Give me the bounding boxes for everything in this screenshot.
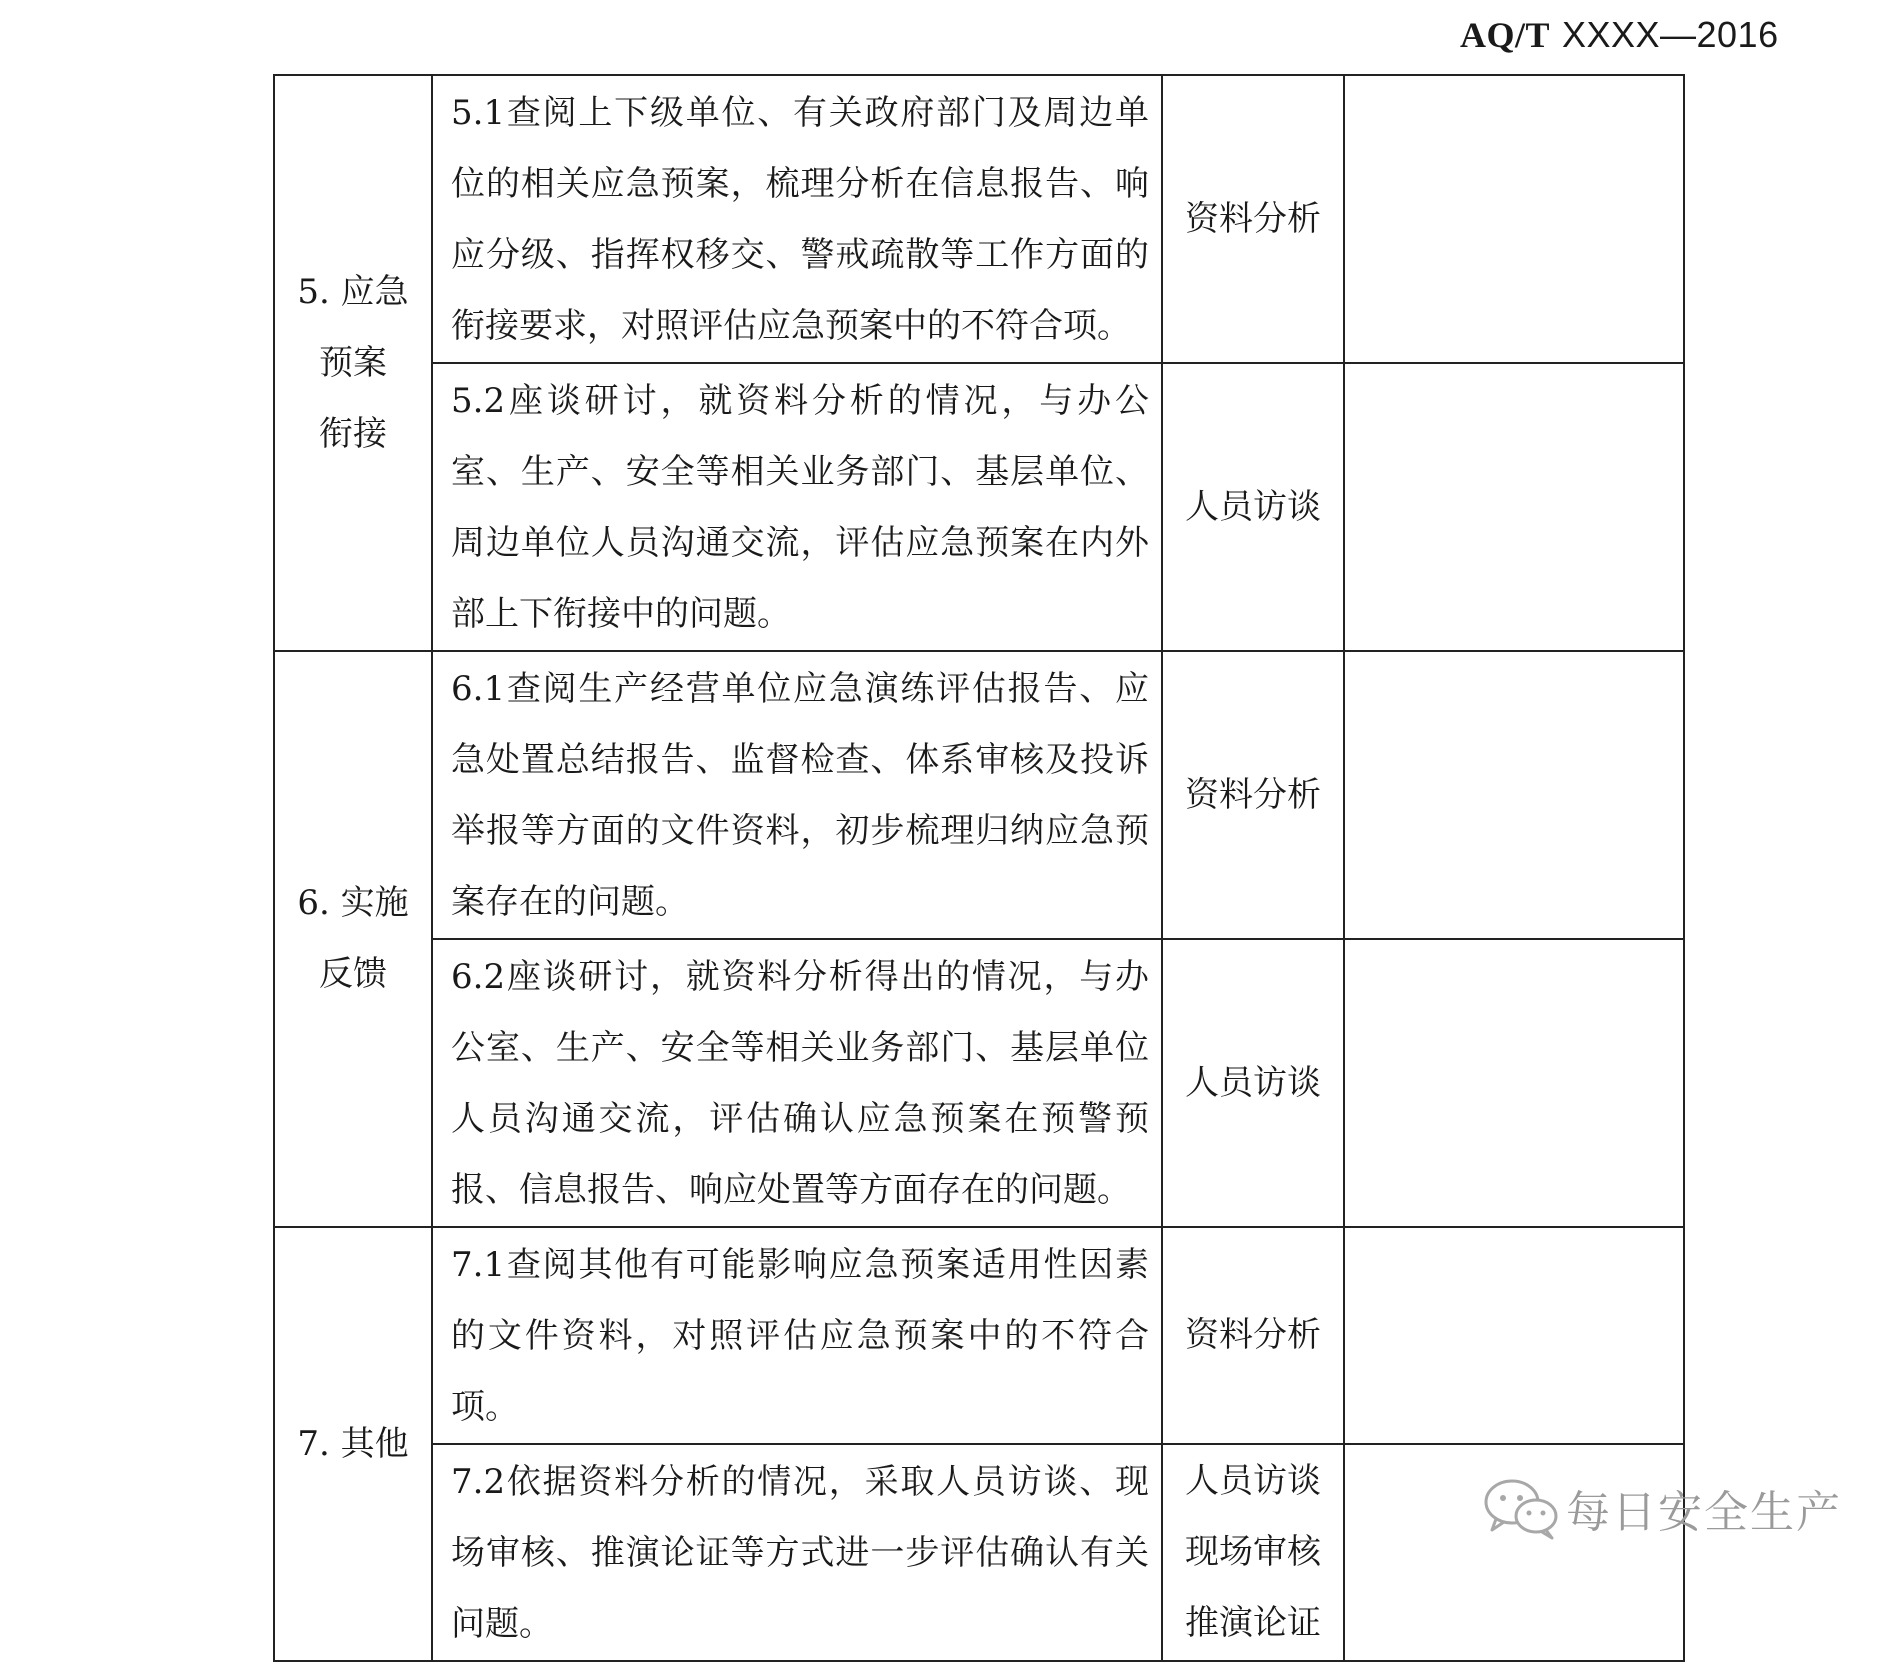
- method-label: 现场审核: [1185, 1532, 1321, 1572]
- watermark-text: 每日安全生产: [1566, 1487, 1842, 1538]
- table-row: [274, 939, 1684, 1227]
- content-cell: 5.2座谈研讨，就资料分析的情况，与办公室、生产、安全等相关业务部门、基层单位、周边单位人员沟通交流，评估应急预案在内外部上下衔接中的问题。: [432, 363, 1162, 651]
- method-cell: [1162, 75, 1344, 363]
- method-cell: [1162, 1227, 1344, 1444]
- table-row: [274, 1444, 1684, 1661]
- category-line: 6. 实施: [297, 883, 409, 923]
- wechat-icon: [1482, 1476, 1560, 1540]
- category-line: 反馈: [319, 954, 387, 994]
- table-row: [274, 363, 1684, 651]
- method-cell: [1162, 363, 1344, 651]
- method-label: 资料分析: [1185, 198, 1321, 239]
- table-row: [274, 75, 1684, 363]
- method-label: 人员访谈: [1185, 486, 1321, 527]
- evaluation-table: [273, 74, 1685, 1662]
- content-cell: 5.1查阅上下级单位、有关政府部门及周边单位的相关应急预案，梳理分析在信息报告、响应分级、指挥权移交、警戒疏散等工作方面的衔接要求，对照评估应急预案中的不符合项。: [432, 75, 1162, 363]
- note-cell: [1344, 939, 1684, 1227]
- document-code-prefix: AQ/T: [1460, 15, 1551, 55]
- category-line: 衔接: [319, 413, 387, 454]
- watermark: [1482, 1476, 1842, 1540]
- category-line: 预案: [319, 342, 387, 383]
- method-cell: [1162, 1444, 1344, 1661]
- content-cell: 7.2依据资料分析的情况，采取人员访谈、现场审核、推演论证等方式进一步评估确认有关问题。: [432, 1444, 1162, 1661]
- content-cell: 7.1查阅其他有可能影响应急预案适用性因素的文件资料，对照评估应急预案中的不符合项。: [432, 1227, 1162, 1444]
- table-row: [274, 1227, 1684, 1444]
- note-cell: [1344, 363, 1684, 651]
- note-cell: [1344, 75, 1684, 363]
- document-code-number: XXXX—2016: [1561, 14, 1779, 55]
- content-cell: 6.1查阅生产经营单位应急演练评估报告、应急处置总结报告、监督检查、体系审核及投诉举报等方面的文件资料，初步梳理归纳应急预案存在的问题。: [432, 651, 1162, 939]
- category-line: 7. 其他: [297, 1423, 409, 1464]
- method-label: 人员访谈: [1185, 1461, 1321, 1501]
- method-label: 推演论证: [1185, 1603, 1321, 1643]
- method-label: 资料分析: [1185, 774, 1321, 815]
- category-cell: [274, 651, 432, 1227]
- category-cell: [274, 75, 432, 651]
- note-cell: [1344, 651, 1684, 939]
- method-label: 人员访谈: [1185, 1062, 1321, 1103]
- category-line: 5. 应急: [297, 271, 409, 312]
- method-label: 资料分析: [1185, 1315, 1321, 1355]
- method-cell: [1162, 939, 1344, 1227]
- category-cell: [274, 1227, 432, 1661]
- table-row: [274, 651, 1684, 939]
- content-cell: 6.2座谈研讨，就资料分析得出的情况，与办公室、生产、安全等相关业务部门、基层单位人员沟通交流，评估确认应急预案在预警预报、信息报告、响应处置等方面存在的问题。: [432, 939, 1162, 1227]
- document-code: [1460, 14, 1779, 56]
- note-cell: [1344, 1227, 1684, 1444]
- method-cell: [1162, 651, 1344, 939]
